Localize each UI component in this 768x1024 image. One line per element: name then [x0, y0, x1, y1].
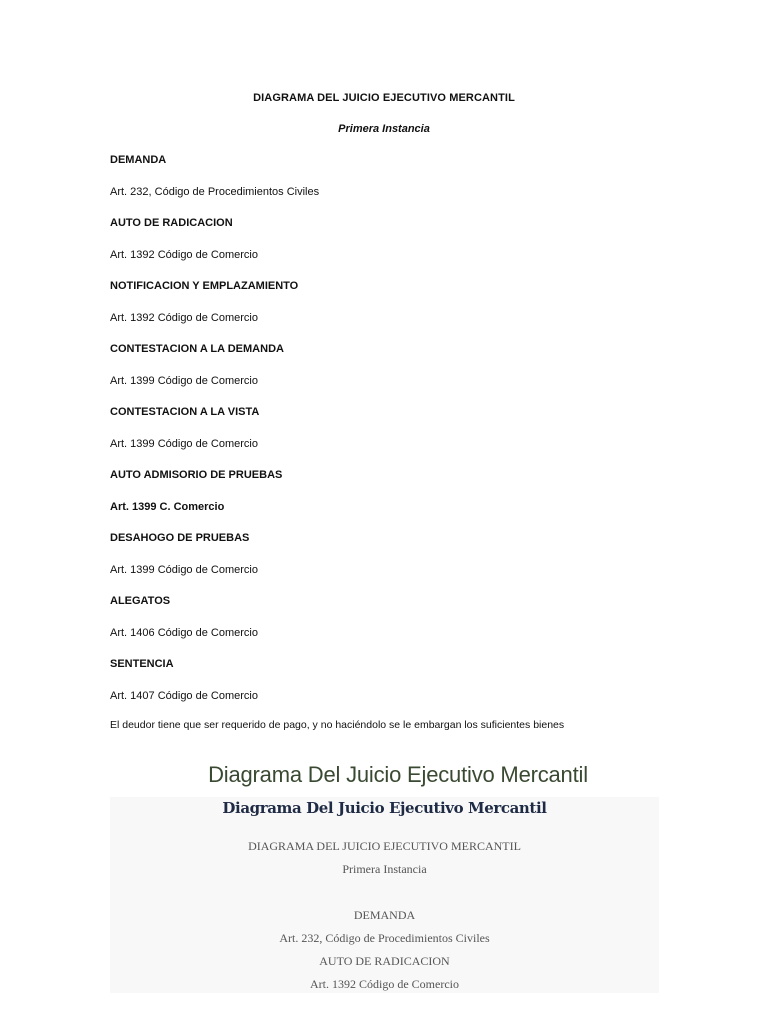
embed-line: [110, 885, 659, 908]
embed-line: Primera Instancia: [342, 862, 427, 876]
section-heading: SENTENCIA: [110, 658, 174, 670]
article-reference: Art. 1392 Código de Comercio: [110, 311, 258, 324]
embed-heading: Diagrama Del Juicio Ejecutivo Mercantil: [222, 799, 547, 817]
section-heading: AUTO DE RADICACION: [110, 217, 233, 229]
document-title: DIAGRAMA DEL JUICIO EJECUTIVO MERCANTIL: [253, 92, 515, 104]
embed-line: Art. 232, Código de Procedimientos Civiles: [279, 931, 490, 945]
article-reference: Art. 1392 Código de Comercio: [110, 248, 258, 261]
section-heading: CONTESTACION A LA DEMANDA: [110, 343, 284, 355]
article-reference: Art. 1399 Código de Comercio: [110, 437, 258, 450]
section-heading: NOTIFICACION Y EMPLAZAMIENTO: [110, 280, 299, 292]
embed-text: [110, 839, 659, 993]
embed-line: DIAGRAMA DEL JUICIO EJECUTIVO MERCANTIL: [248, 839, 521, 853]
article-reference: Art. 232, Código de Procedimientos Civiles: [110, 185, 320, 198]
embed-line: AUTO DE RADICACION: [319, 954, 450, 968]
section-heading: CONTESTACION A LA VISTA: [110, 406, 260, 418]
procedure-list: [110, 153, 710, 720]
embed-title[interactable]: Diagrama Del Juicio Ejecutivo Mercantil: [208, 762, 588, 787]
embed-line: DEMANDA: [353, 908, 416, 922]
article-reference: Art. 1407 Código de Comercio: [110, 689, 258, 702]
section-heading: ALEGATOS: [110, 595, 171, 607]
article-reference: Art. 1399 Código de Comercio: [110, 374, 258, 387]
document-subtitle: Primera Instancia: [338, 123, 430, 135]
article-reference: Art. 1399 C. Comercio: [110, 500, 225, 513]
section-heading: DEMANDA: [110, 154, 167, 166]
section-heading: AUTO ADMISORIO DE PRUEBAS: [110, 469, 283, 481]
section-heading: DESAHOGO DE PRUEBAS: [110, 532, 250, 544]
embed-preview[interactable]: [110, 797, 659, 993]
article-reference: Art. 1406 Código de Comercio: [110, 626, 258, 639]
article-reference: Art. 1399 Código de Comercio: [110, 563, 258, 576]
embed-line: Art. 1392 Código de Comercio: [310, 977, 459, 991]
closing-note: El deudor tiene que ser requerido de pago, y no haciéndolo se le embargan los suficientes bienes: [110, 719, 565, 731]
